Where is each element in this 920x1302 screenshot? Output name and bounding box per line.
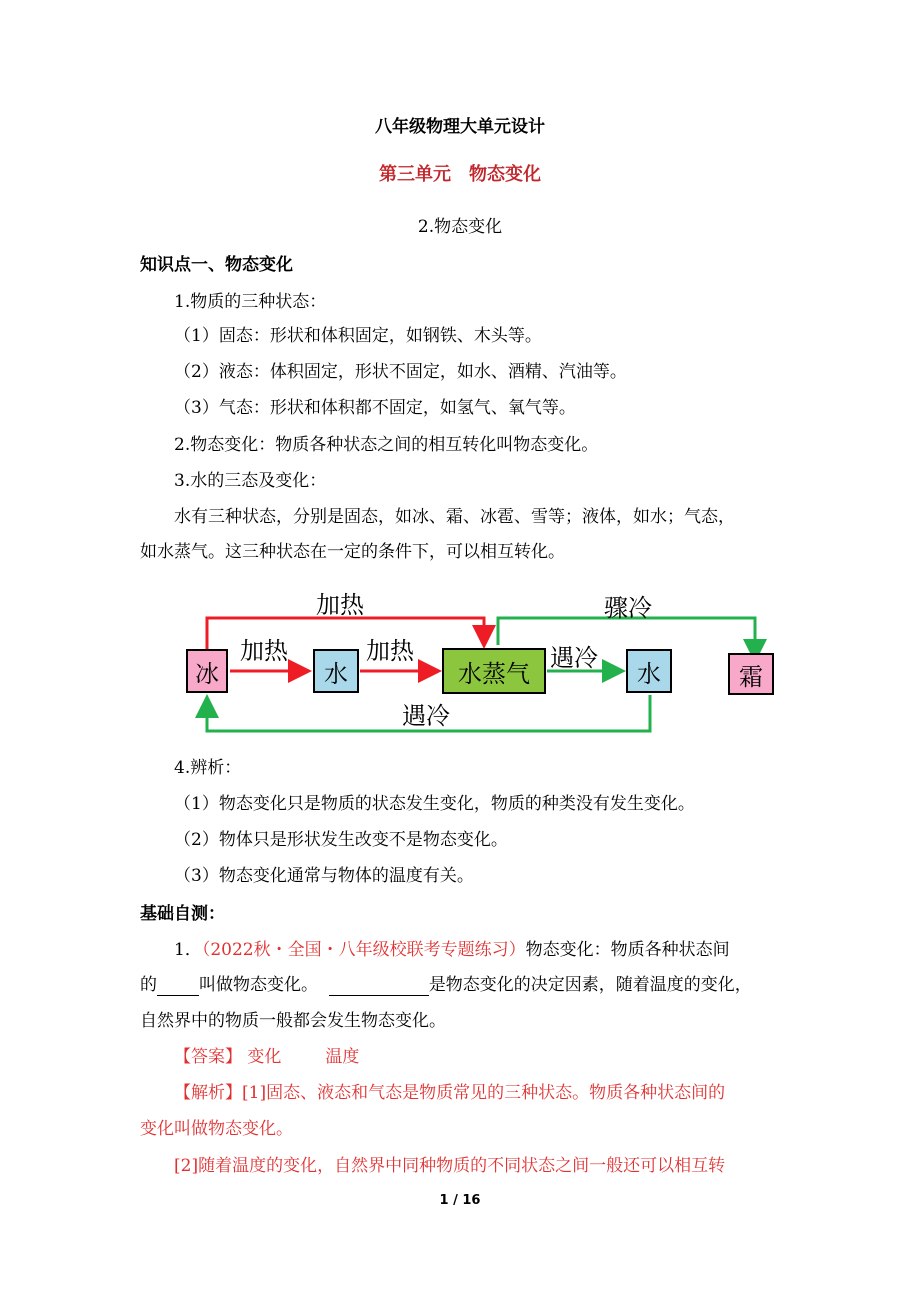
answer-value-2: 温度 [325, 1047, 360, 1067]
page-number: 1 / 16 [439, 1193, 481, 1208]
label-heat-top: 加热 [316, 591, 364, 619]
paragraph-gas: （3）气态：形状和体积都不固定，如氢气、氧气等。 [174, 398, 576, 418]
box-water-vapor: 水蒸气 [442, 648, 546, 694]
exercise-heading: 基础自测： [140, 904, 225, 924]
question-text-1: 物态变化：物质各种状态间 [525, 940, 730, 960]
label-heat-1: 加热 [240, 637, 288, 665]
answer-label: 【答案】 [174, 1047, 242, 1067]
state-change-diagram [180, 585, 780, 745]
unit-title: 第三单元 物态变化 [379, 164, 541, 185]
paragraph-states: 1.物质的三种状态： [174, 292, 327, 312]
label-cool-sudden: 骤冷 [604, 594, 652, 622]
answer-blank-2 [329, 977, 429, 996]
box-ice: 冰 [186, 649, 228, 693]
paragraph-liquid: （2）液态：体积固定，形状不固定，如水、酒精、汽油等。 [174, 362, 627, 382]
explanation-text-1: [1]固态、液态和气态是物质常见的三种状态。物质各种状态间的 [242, 1083, 726, 1103]
answer-line [174, 1046, 359, 1068]
paragraph-water: 3.水的三态及变化： [174, 471, 327, 491]
document-title: 八年级物理大单元设计 [375, 117, 545, 137]
question-line-1 [174, 939, 730, 961]
explanation-line-2: 变化叫做物态变化。 [140, 1119, 293, 1139]
explanation-line-1 [174, 1082, 725, 1104]
box-frost: 霜 [728, 653, 774, 695]
explanation-label: 【解析】 [174, 1083, 242, 1103]
question-line-3: 自然界中的物质一般都会发生物态变化。 [140, 1011, 446, 1031]
analysis-item-1: （1）物态变化只是物质的状态发生变化，物质的种类没有发生变化。 [174, 794, 695, 814]
paragraph-water-text-1: 水有三种状态，分别是固态，如冰、霜、冰雹、雪等；液体，如水；气态， [174, 507, 735, 527]
paragraph-change: 2.物态变化：物质各种状态之间的相互转化叫物态变化。 [174, 435, 599, 455]
label-heat-2: 加热 [366, 637, 414, 665]
analysis-item-2: （2）物体只是形状发生改变不是物态变化。 [174, 830, 508, 850]
answer-value-1: 变化 [247, 1047, 282, 1067]
analysis-item-3: （3）物态变化通常与物体的温度有关。 [174, 866, 474, 886]
paragraph-solid: （1）固态：形状和体积固定，如钢铁、木头等。 [174, 326, 542, 346]
section-title: 2.物态变化 [417, 217, 503, 237]
question-text-2a: 的 [140, 975, 157, 995]
question-source: （2022秋・全国・八年级校联考专题练习） [201, 940, 526, 960]
knowledge-heading: 知识点一、物态变化 [140, 255, 293, 275]
label-cool-1: 遇冷 [550, 644, 598, 672]
box-water-liquid: 水 [313, 649, 359, 693]
paragraph-water-text-2: 如水蒸气。这三种状态在一定的条件下，可以相互转化。 [140, 542, 565, 562]
question-number: 1． [174, 940, 202, 960]
label-cool-bottom: 遇冷 [402, 702, 450, 730]
question-text-2b: 叫做物态变化。 [199, 975, 318, 995]
question-line-2 [140, 974, 752, 996]
answer-blank-1 [157, 977, 199, 996]
box-water-condensed: 水 [626, 649, 672, 693]
explanation-line-3: [2]随着温度的变化，自然界中同种物质的不同状态之间一般还可以相互转 [174, 1156, 726, 1176]
question-text-2c: 是物态变化的决定因素，随着温度的变化， [428, 975, 752, 995]
analysis-heading: 4.辨析： [174, 758, 242, 778]
